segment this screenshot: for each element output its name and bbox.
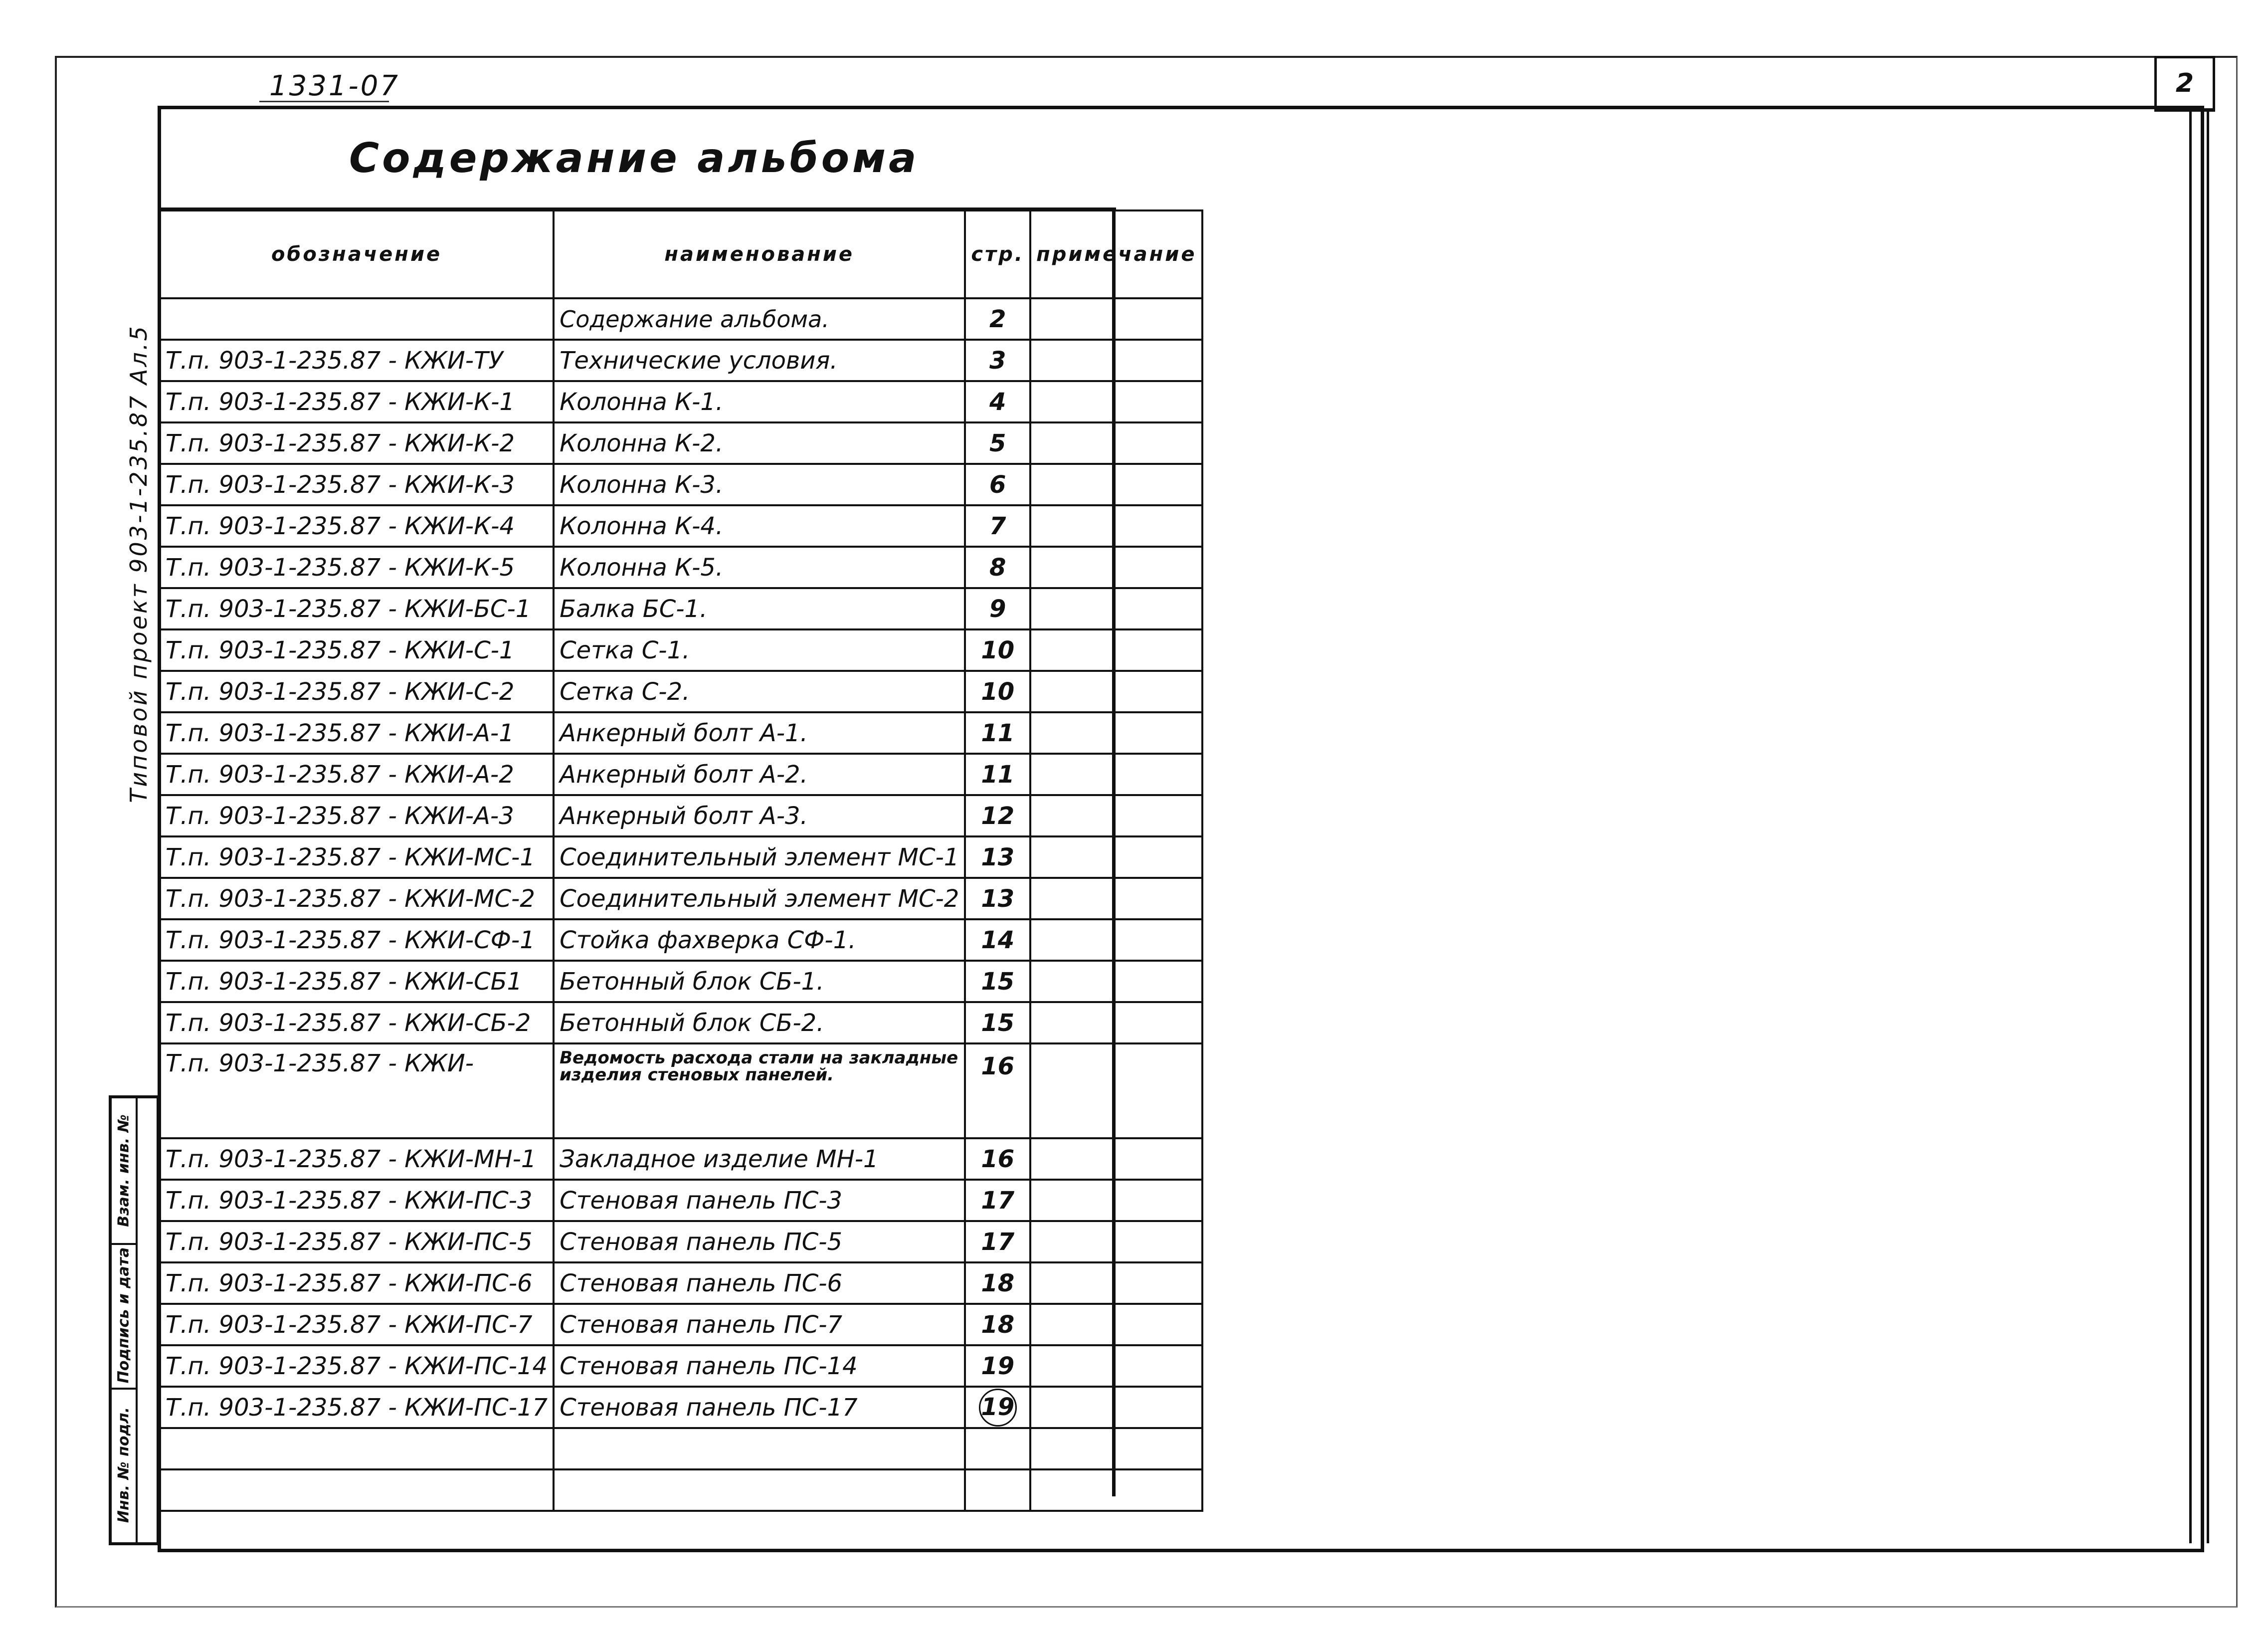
page-title: Содержание альбома	[349, 135, 920, 182]
name-cell: Балка БС-1.	[554, 588, 965, 629]
name-cell: Закладное изделие МН-1	[554, 1138, 965, 1180]
note-cell	[1030, 919, 1202, 961]
table-row	[160, 836, 1202, 878]
note-cell	[1030, 1262, 1202, 1304]
name-cell: Ведомость расхода стали на закладные изделия стеновых панелей.	[554, 1043, 965, 1138]
table-row	[160, 464, 1202, 505]
page-cell: 15	[965, 1002, 1030, 1043]
name-cell: Колонна К-2.	[554, 422, 965, 464]
page-cell: 15	[965, 961, 1030, 1002]
designation-cell: Т.п. 903-1-235.87 - КЖИ-С-2	[160, 671, 554, 712]
note-cell	[1030, 381, 1202, 422]
stamp-divider	[112, 1388, 136, 1390]
designation-cell: Т.п. 903-1-235.87 - КЖИ-К-3	[160, 464, 554, 505]
designation-cell: Т.п. 903-1-235.87 - КЖИ-ПС-7	[160, 1304, 554, 1345]
note-cell	[1030, 1002, 1202, 1043]
header-name: наименование	[554, 210, 965, 298]
circled-page-number: 19	[979, 1389, 1017, 1427]
table-row	[160, 340, 1202, 381]
table-row	[160, 754, 1202, 795]
page-cell: 3	[965, 340, 1030, 381]
designation-cell: Т.п. 903-1-235.87 - КЖИ-К-5	[160, 547, 554, 588]
page-cell: 17	[965, 1180, 1030, 1221]
page-cell	[965, 1469, 1030, 1511]
page-cell: 9	[965, 588, 1030, 629]
designation-cell: Т.п. 903-1-235.87 - КЖИ-МС-2	[160, 878, 554, 919]
page-cell: 16	[965, 1043, 1030, 1138]
designation-cell: Т.п. 903-1-235.87 - КЖИ-БС-1	[160, 588, 554, 629]
name-cell: Стеновая панель ПС-5	[554, 1221, 965, 1262]
note-cell	[1030, 629, 1202, 671]
page-cell: 12	[965, 795, 1030, 836]
note-cell	[1030, 298, 1202, 340]
table-row	[160, 1262, 1202, 1304]
header-page: стр.	[965, 210, 1030, 298]
name-cell: Бетонный блок СБ-2.	[554, 1002, 965, 1043]
name-cell: Сетка С-1.	[554, 629, 965, 671]
note-cell	[1030, 1469, 1202, 1511]
table-row-empty	[160, 1469, 1202, 1511]
stamp-label-column	[112, 1098, 138, 1542]
designation-cell: Т.п. 903-1-235.87 - КЖИ-МН-1	[160, 1138, 554, 1180]
name-cell: Колонна К-3.	[554, 464, 965, 505]
page-cell: 13	[965, 878, 1030, 919]
page-cell	[965, 1428, 1030, 1469]
stamp-divider	[112, 1243, 136, 1245]
name-cell: Стеновая панель ПС-14	[554, 1345, 965, 1387]
table-row	[160, 1221, 1202, 1262]
name-cell: Стеновая панель ПС-3	[554, 1180, 965, 1221]
page-cell: 11	[965, 754, 1030, 795]
name-cell	[554, 1428, 965, 1469]
table-row	[160, 547, 1202, 588]
designation-cell: Т.п. 903-1-235.87 - КЖИ-К-1	[160, 381, 554, 422]
binding-stamp	[109, 1095, 160, 1545]
name-cell: Анкерный болт А-2.	[554, 754, 965, 795]
side-caption: Типовой проект 903-1-235.87 Ал.5	[125, 324, 152, 803]
name-cell: Анкерный болт А-3.	[554, 795, 965, 836]
table-row	[160, 1180, 1202, 1221]
name-cell	[554, 1469, 965, 1511]
name-cell: Стеновая панель ПС-7	[554, 1304, 965, 1345]
page-cell: 17	[965, 1221, 1030, 1262]
name-cell: Колонна К-4.	[554, 505, 965, 547]
table-row	[160, 1387, 1202, 1428]
name-cell: Содержание альбома.	[554, 298, 965, 340]
page-cell: 18	[965, 1304, 1030, 1345]
table-row	[160, 1138, 1202, 1180]
frame-right-band	[2189, 112, 2209, 1543]
designation-cell	[160, 298, 554, 340]
note-cell	[1030, 1387, 1202, 1428]
table-header-row	[160, 210, 1202, 298]
note-cell	[1030, 1043, 1202, 1138]
designation-cell: Т.п. 903-1-235.87 - КЖИ-А-2	[160, 754, 554, 795]
header-note: примечание	[1030, 210, 1202, 298]
note-cell	[1030, 422, 1202, 464]
page-cell: 8	[965, 547, 1030, 588]
designation-cell: Т.п. 903-1-235.87 - КЖИ-ПС-14	[160, 1345, 554, 1387]
note-cell	[1030, 712, 1202, 754]
note-cell	[1030, 878, 1202, 919]
page-cell: 14	[965, 919, 1030, 961]
page-cell	[965, 1387, 1030, 1428]
table-row	[160, 298, 1202, 340]
page-cell: 11	[965, 712, 1030, 754]
designation-cell: Т.п. 903-1-235.87 - КЖИ-СФ-1	[160, 919, 554, 961]
note-cell	[1030, 795, 1202, 836]
document-code: 1331-07	[269, 70, 400, 102]
note-cell	[1030, 1221, 1202, 1262]
table-row	[160, 381, 1202, 422]
name-cell: Анкерный болт А-1.	[554, 712, 965, 754]
table-row	[160, 422, 1202, 464]
page-cell: 7	[965, 505, 1030, 547]
table-row	[160, 1304, 1202, 1345]
name-cell: Колонна К-5.	[554, 547, 965, 588]
designation-cell: Т.п. 903-1-235.87 - КЖИ-С-1	[160, 629, 554, 671]
designation-cell: Т.п. 903-1-235.87 - КЖИ-ТУ	[160, 340, 554, 381]
designation-cell: Т.п. 903-1-235.87 - КЖИ-МС-1	[160, 836, 554, 878]
page-cell: 6	[965, 464, 1030, 505]
note-cell	[1030, 836, 1202, 878]
stamp-label: Подпись и дата	[115, 1247, 133, 1384]
name-cell: Соединительный элемент МС-1	[554, 836, 965, 878]
name-cell: Технические условия.	[554, 340, 965, 381]
table-row	[160, 671, 1202, 712]
designation-cell: Т.п. 903-1-235.87 - КЖИ-К-2	[160, 422, 554, 464]
table-right-border	[1112, 209, 1116, 1496]
code-underline	[259, 101, 389, 102]
table-row	[160, 1043, 1202, 1138]
page-cell: 2	[965, 298, 1030, 340]
table-row	[160, 795, 1202, 836]
designation-cell: Т.п. 903-1-235.87 - КЖИ-ПС-17	[160, 1387, 554, 1428]
note-cell	[1030, 464, 1202, 505]
note-cell	[1030, 1345, 1202, 1387]
designation-cell: Т.п. 903-1-235.87 - КЖИ-ПС-5	[160, 1221, 554, 1262]
designation-cell: Т.п. 903-1-235.87 - КЖИ-СБ-2	[160, 1002, 554, 1043]
name-cell: Стеновая панель ПС-6	[554, 1262, 965, 1304]
name-cell: Бетонный блок СБ-1.	[554, 961, 965, 1002]
designation-cell: Т.п. 903-1-235.87 - КЖИ-	[160, 1043, 554, 1138]
name-cell: Стеновая панель ПС-17	[554, 1387, 965, 1428]
page-cell: 16	[965, 1138, 1030, 1180]
name-cell: Соединительный элемент МС-2	[554, 878, 965, 919]
note-cell	[1030, 588, 1202, 629]
table-row	[160, 1345, 1202, 1387]
page-cell: 10	[965, 671, 1030, 712]
designation-cell: Т.п. 903-1-235.87 - КЖИ-СБ1	[160, 961, 554, 1002]
table-row	[160, 878, 1202, 919]
table-row	[160, 505, 1202, 547]
header-designation: обозначение	[160, 210, 554, 298]
name-cell: Сетка С-2.	[554, 671, 965, 712]
note-cell	[1030, 754, 1202, 795]
page-cell: 5	[965, 422, 1030, 464]
table-row	[160, 1002, 1202, 1043]
stamp-value-column	[138, 1098, 157, 1542]
note-cell	[1030, 340, 1202, 381]
table-row	[160, 629, 1202, 671]
page-cell: 13	[965, 836, 1030, 878]
table-row	[160, 919, 1202, 961]
designation-cell: Т.п. 903-1-235.87 - КЖИ-А-1	[160, 712, 554, 754]
name-cell: Колонна К-1.	[554, 381, 965, 422]
designation-cell: Т.п. 903-1-235.87 - КЖИ-ПС-3	[160, 1180, 554, 1221]
designation-cell: Т.п. 903-1-235.87 - КЖИ-К-4	[160, 505, 554, 547]
note-cell	[1030, 1138, 1202, 1180]
page-cell: 18	[965, 1262, 1030, 1304]
table-row-empty	[160, 1428, 1202, 1469]
page-cell: 10	[965, 629, 1030, 671]
note-cell	[1030, 547, 1202, 588]
designation-cell	[160, 1428, 554, 1469]
designation-cell: Т.п. 903-1-235.87 - КЖИ-ПС-6	[160, 1262, 554, 1304]
note-cell	[1030, 505, 1202, 547]
note-cell	[1030, 1180, 1202, 1221]
table-row	[160, 588, 1202, 629]
table-row	[160, 961, 1202, 1002]
page-cell: 4	[965, 381, 1030, 422]
note-cell	[1030, 1428, 1202, 1469]
note-cell	[1030, 961, 1202, 1002]
page-cell: 19	[965, 1345, 1030, 1387]
contents-table	[159, 209, 1203, 1512]
name-cell: Стойка фахверка СФ-1.	[554, 919, 965, 961]
note-cell	[1030, 1304, 1202, 1345]
table-row	[160, 712, 1202, 754]
stamp-label: Взам. инв. №	[115, 1114, 133, 1227]
stamp-label: Инв. № подл.	[115, 1407, 133, 1523]
sheet-number: 2	[2154, 56, 2215, 112]
note-cell	[1030, 671, 1202, 712]
designation-cell	[160, 1469, 554, 1511]
designation-cell: Т.п. 903-1-235.87 - КЖИ-А-3	[160, 795, 554, 836]
